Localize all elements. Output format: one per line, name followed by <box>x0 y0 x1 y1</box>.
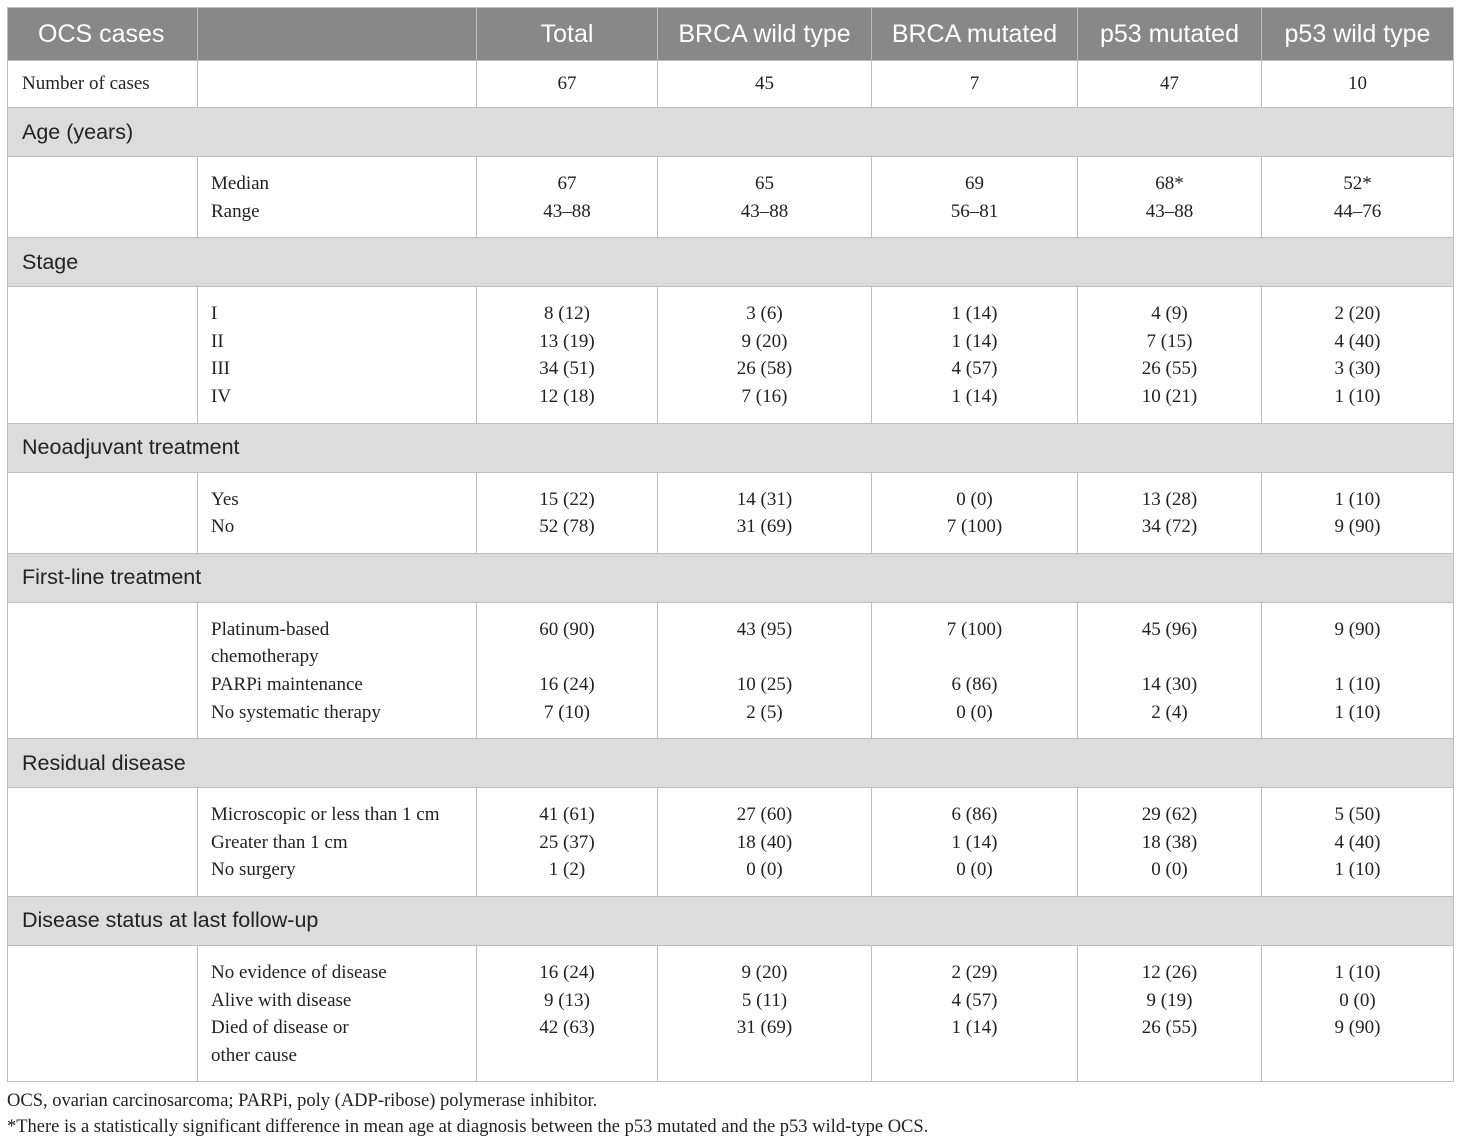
cell-value: 0 (0) <box>1151 859 1188 881</box>
cell-value: 14 (31) <box>736 488 793 510</box>
cell-value: 1 (14) <box>951 385 998 407</box>
values-brca-wild-type <box>658 602 872 738</box>
cell-value: 9 (90) <box>1334 618 1381 640</box>
cell-value: 43–88 <box>740 200 789 222</box>
cell-value: 7 (16) <box>741 385 788 407</box>
cell-value: 4 (40) <box>1334 330 1381 352</box>
row-label: chemotherapy <box>211 646 319 668</box>
cell-value: 52* <box>1343 173 1372 194</box>
values-brca-mutated <box>872 788 1078 897</box>
cell-value: 2 (20) <box>1334 303 1381 325</box>
cell-value: 45 (96) <box>1141 618 1198 640</box>
values-p53-mutated <box>1078 945 1262 1081</box>
number-of-cases-p53-mutated: 47 <box>1078 61 1262 108</box>
cell-value: 7 (100) <box>946 618 1003 640</box>
cell-value: 43–88 <box>1145 200 1194 222</box>
row-label: Median <box>211 173 270 194</box>
cell-value: 4 (9) <box>1151 303 1188 325</box>
line-spacer <box>477 1042 657 1070</box>
cell-value: 6 (86) <box>951 673 998 695</box>
header-ocs-cases: OCS cases <box>8 8 198 61</box>
section-data-residual-disease <box>8 788 1454 897</box>
cell-value: 52 (78) <box>539 516 595 538</box>
section-blank-cell <box>8 472 198 553</box>
cell-value: 6 (86) <box>951 804 998 826</box>
cell-value: 26 (58) <box>736 358 793 380</box>
footnote-significance: *There is a statistically significant difference in mean age at diagnosis between the p53 mutated and the p53 wild-type OCS. <box>7 1117 929 1138</box>
table-header <box>8 8 1454 61</box>
row-label: Platinum-based <box>211 618 330 640</box>
number-of-cases-blank <box>198 61 477 108</box>
cell-value: 29 (62) <box>1141 804 1198 826</box>
line-spacer <box>477 643 657 671</box>
cell-value: 5 (50) <box>1334 804 1381 826</box>
cell-value: 1 (10) <box>1334 961 1381 983</box>
cell-value: 9 (90) <box>1334 516 1381 538</box>
values-brca-mutated <box>872 287 1078 423</box>
cell-value: 10 (25) <box>736 673 793 695</box>
cell-value: 34 (51) <box>539 358 595 380</box>
row-label: II <box>211 330 224 352</box>
row-label: No systematic therapy <box>211 701 381 723</box>
values-p53-wild-type <box>1262 945 1454 1081</box>
cell-value: 9 (20) <box>741 330 788 352</box>
cell-value: 56–81 <box>950 200 999 222</box>
cell-value: 13 (19) <box>539 330 595 352</box>
values-p53-mutated <box>1078 788 1262 897</box>
number-of-cases-label: Number of cases <box>8 61 198 108</box>
cell-value: 5 (11) <box>741 989 788 1011</box>
table-body <box>8 61 1454 1082</box>
section-blank-cell <box>8 945 198 1081</box>
values-brca-wild-type <box>658 287 872 423</box>
section-data-neoadjuvant-treatment <box>8 472 1454 553</box>
values-brca-mutated <box>872 602 1078 738</box>
cell-value: 0 (0) <box>746 859 783 881</box>
section-data-age-years <box>8 157 1454 238</box>
row-label: I <box>211 303 218 325</box>
number-of-cases-brca-mutated: 7 <box>872 61 1078 108</box>
row-labels <box>198 287 477 423</box>
values-p53-mutated <box>1078 157 1262 238</box>
section-title: Residual disease <box>8 739 1454 788</box>
cell-value: 43–88 <box>543 200 591 222</box>
number-of-cases-p53-wild-type: 10 <box>1262 61 1454 108</box>
cell-value: 9 (19) <box>1146 989 1193 1011</box>
section-header-neoadjuvant-treatment <box>8 423 1454 472</box>
cell-value: 14 (30) <box>1141 673 1198 695</box>
cell-value: 25 (37) <box>539 831 595 853</box>
cell-value: 65 <box>755 173 774 194</box>
table-footnotes <box>7 1088 1453 1140</box>
row-labels <box>198 157 477 238</box>
cell-value: 18 (40) <box>736 831 793 853</box>
values-p53-wild-type <box>1262 472 1454 553</box>
values-total <box>477 788 658 897</box>
cell-value: 0 (0) <box>1339 989 1376 1011</box>
section-data-disease-status-at-last-follow-up <box>8 945 1454 1081</box>
line-spacer <box>658 643 871 671</box>
cell-value: 1 (14) <box>951 330 998 352</box>
line-spacer <box>1262 643 1453 671</box>
cell-value: 9 (90) <box>1334 1017 1381 1039</box>
cell-value: 3 (30) <box>1334 358 1381 380</box>
values-p53-mutated <box>1078 287 1262 423</box>
cell-value: 8 (12) <box>544 303 590 325</box>
values-p53-mutated <box>1078 602 1262 738</box>
cell-value: 0 (0) <box>956 488 993 510</box>
cell-value: 16 (24) <box>539 673 595 695</box>
row-labels <box>198 472 477 553</box>
cell-value: 12 (18) <box>539 385 595 407</box>
cell-value: 1 (10) <box>1334 488 1381 510</box>
section-title: Disease status at last follow-up <box>8 896 1454 945</box>
cell-value: 1 (14) <box>951 303 998 325</box>
section-blank-cell <box>8 157 198 238</box>
row-label: Yes <box>211 488 239 510</box>
line-spacer <box>658 1042 871 1070</box>
section-header-stage <box>8 238 1454 287</box>
cell-value: 13 (28) <box>1141 488 1198 510</box>
values-total <box>477 602 658 738</box>
header-total: Total <box>477 8 658 61</box>
row-label: Alive with disease <box>211 989 352 1011</box>
cell-value: 18 (38) <box>1141 831 1198 853</box>
row-label: PARPi maintenance <box>211 673 363 695</box>
values-brca-wild-type <box>658 945 872 1081</box>
values-brca-mutated <box>872 945 1078 1081</box>
number-of-cases-total: 67 <box>477 61 658 108</box>
line-spacer <box>872 643 1077 671</box>
values-total <box>477 157 658 238</box>
section-title: First-line treatment <box>8 553 1454 602</box>
cell-value: 1 (10) <box>1334 385 1381 407</box>
cell-value: 16 (24) <box>539 961 595 983</box>
values-p53-wild-type <box>1262 602 1454 738</box>
cell-value: 4 (40) <box>1334 831 1381 853</box>
header-brca-wild-type: BRCA wild type <box>658 8 872 61</box>
section-title: Age (years) <box>8 108 1454 157</box>
section-data-first-line-treatment <box>8 602 1454 738</box>
cell-value: 1 (14) <box>951 831 998 853</box>
section-title: Stage <box>8 238 1454 287</box>
values-p53-mutated <box>1078 472 1262 553</box>
cell-value: 7 (15) <box>1146 330 1193 352</box>
cell-value: 69 <box>965 173 984 194</box>
cell-value: 15 (22) <box>539 488 595 510</box>
section-data-stage <box>8 287 1454 423</box>
row-labels <box>198 788 477 897</box>
header-p53-wild-type: p53 wild type <box>1262 8 1454 61</box>
cell-value: 9 (13) <box>544 989 590 1011</box>
cell-value: 3 (6) <box>746 303 783 325</box>
cell-value: 1 (14) <box>951 1017 998 1039</box>
cell-value: 2 (4) <box>1151 701 1188 723</box>
cell-value: 1 (10) <box>1334 859 1381 881</box>
cell-value: 1 (10) <box>1334 701 1381 723</box>
header-blank <box>198 8 477 61</box>
number-of-cases-row <box>8 61 1454 108</box>
row-label: Range <box>211 200 260 222</box>
values-total <box>477 945 658 1081</box>
row-label: IV <box>211 385 232 407</box>
values-brca-wild-type <box>658 788 872 897</box>
ocs-characteristics-table <box>7 7 1454 1082</box>
cell-value: 34 (72) <box>1141 516 1198 538</box>
cell-value: 0 (0) <box>956 701 993 723</box>
row-label: Died of disease or <box>211 1017 349 1039</box>
number-of-cases-brca-wild-type: 45 <box>658 61 872 108</box>
line-spacer <box>872 1042 1077 1070</box>
header-p53-mutated: p53 mutated <box>1078 8 1262 61</box>
cell-value: 12 (26) <box>1141 961 1198 983</box>
cell-value: 60 (90) <box>539 618 595 640</box>
header-brca-mutated: BRCA mutated <box>872 8 1078 61</box>
cell-value: 7 (100) <box>946 516 1003 538</box>
cell-value: 26 (55) <box>1141 1017 1198 1039</box>
row-labels <box>198 945 477 1081</box>
row-labels <box>198 602 477 738</box>
line-spacer <box>1078 1042 1261 1070</box>
cell-value: 2 (29) <box>951 961 998 983</box>
cell-value: 9 (20) <box>741 961 788 983</box>
cell-value: 67 <box>557 173 577 194</box>
section-blank-cell <box>8 788 198 897</box>
row-label: No evidence of disease <box>211 961 387 983</box>
cell-value: 41 (61) <box>539 804 595 826</box>
section-blank-cell <box>8 602 198 738</box>
cell-value: 31 (69) <box>736 1017 793 1039</box>
cell-value: 43 (95) <box>736 618 793 640</box>
cell-value: 26 (55) <box>1141 358 1198 380</box>
cell-value: 1 (10) <box>1334 673 1381 695</box>
cell-value: 10 (21) <box>1141 385 1198 407</box>
section-header-residual-disease <box>8 739 1454 788</box>
values-brca-wild-type <box>658 157 872 238</box>
cell-value: 4 (57) <box>951 358 998 380</box>
section-header-first-line-treatment <box>8 553 1454 602</box>
header-row <box>8 8 1454 61</box>
section-title: Neoadjuvant treatment <box>8 423 1454 472</box>
row-label: No surgery <box>211 859 296 881</box>
values-total <box>477 472 658 553</box>
cell-value: 4 (57) <box>951 989 998 1011</box>
cell-value: 44–76 <box>1333 200 1382 222</box>
values-p53-wild-type <box>1262 287 1454 423</box>
row-label: Greater than 1 cm <box>211 831 348 853</box>
cell-value: 31 (69) <box>736 516 793 538</box>
values-total <box>477 287 658 423</box>
values-p53-wild-type <box>1262 157 1454 238</box>
row-label: other cause <box>211 1044 297 1066</box>
values-p53-wild-type <box>1262 788 1454 897</box>
table-container <box>7 7 1453 1140</box>
line-spacer <box>1262 1042 1453 1070</box>
cell-value: 7 (10) <box>544 701 590 723</box>
section-header-disease-status-at-last-follow-up <box>8 896 1454 945</box>
cell-value: 68* <box>1155 173 1184 194</box>
row-label: III <box>211 358 230 380</box>
cell-value: 1 (2) <box>548 859 586 881</box>
values-brca-mutated <box>872 472 1078 553</box>
cell-value: 0 (0) <box>956 859 993 881</box>
section-header-age-years <box>8 108 1454 157</box>
row-label: No <box>211 516 235 538</box>
row-label: Microscopic or less than 1 cm <box>211 804 440 826</box>
cell-value: 42 (63) <box>539 1017 595 1039</box>
cell-value: 2 (5) <box>746 701 783 723</box>
values-brca-wild-type <box>658 472 872 553</box>
cell-value: 27 (60) <box>736 804 793 826</box>
section-blank-cell <box>8 287 198 423</box>
footnote-abbreviations: OCS, ovarian carcinosarcoma; PARPi, poly (ADP-ribose) polymerase inhibitor. <box>7 1091 598 1112</box>
values-brca-mutated <box>872 157 1078 238</box>
line-spacer <box>1078 643 1261 671</box>
